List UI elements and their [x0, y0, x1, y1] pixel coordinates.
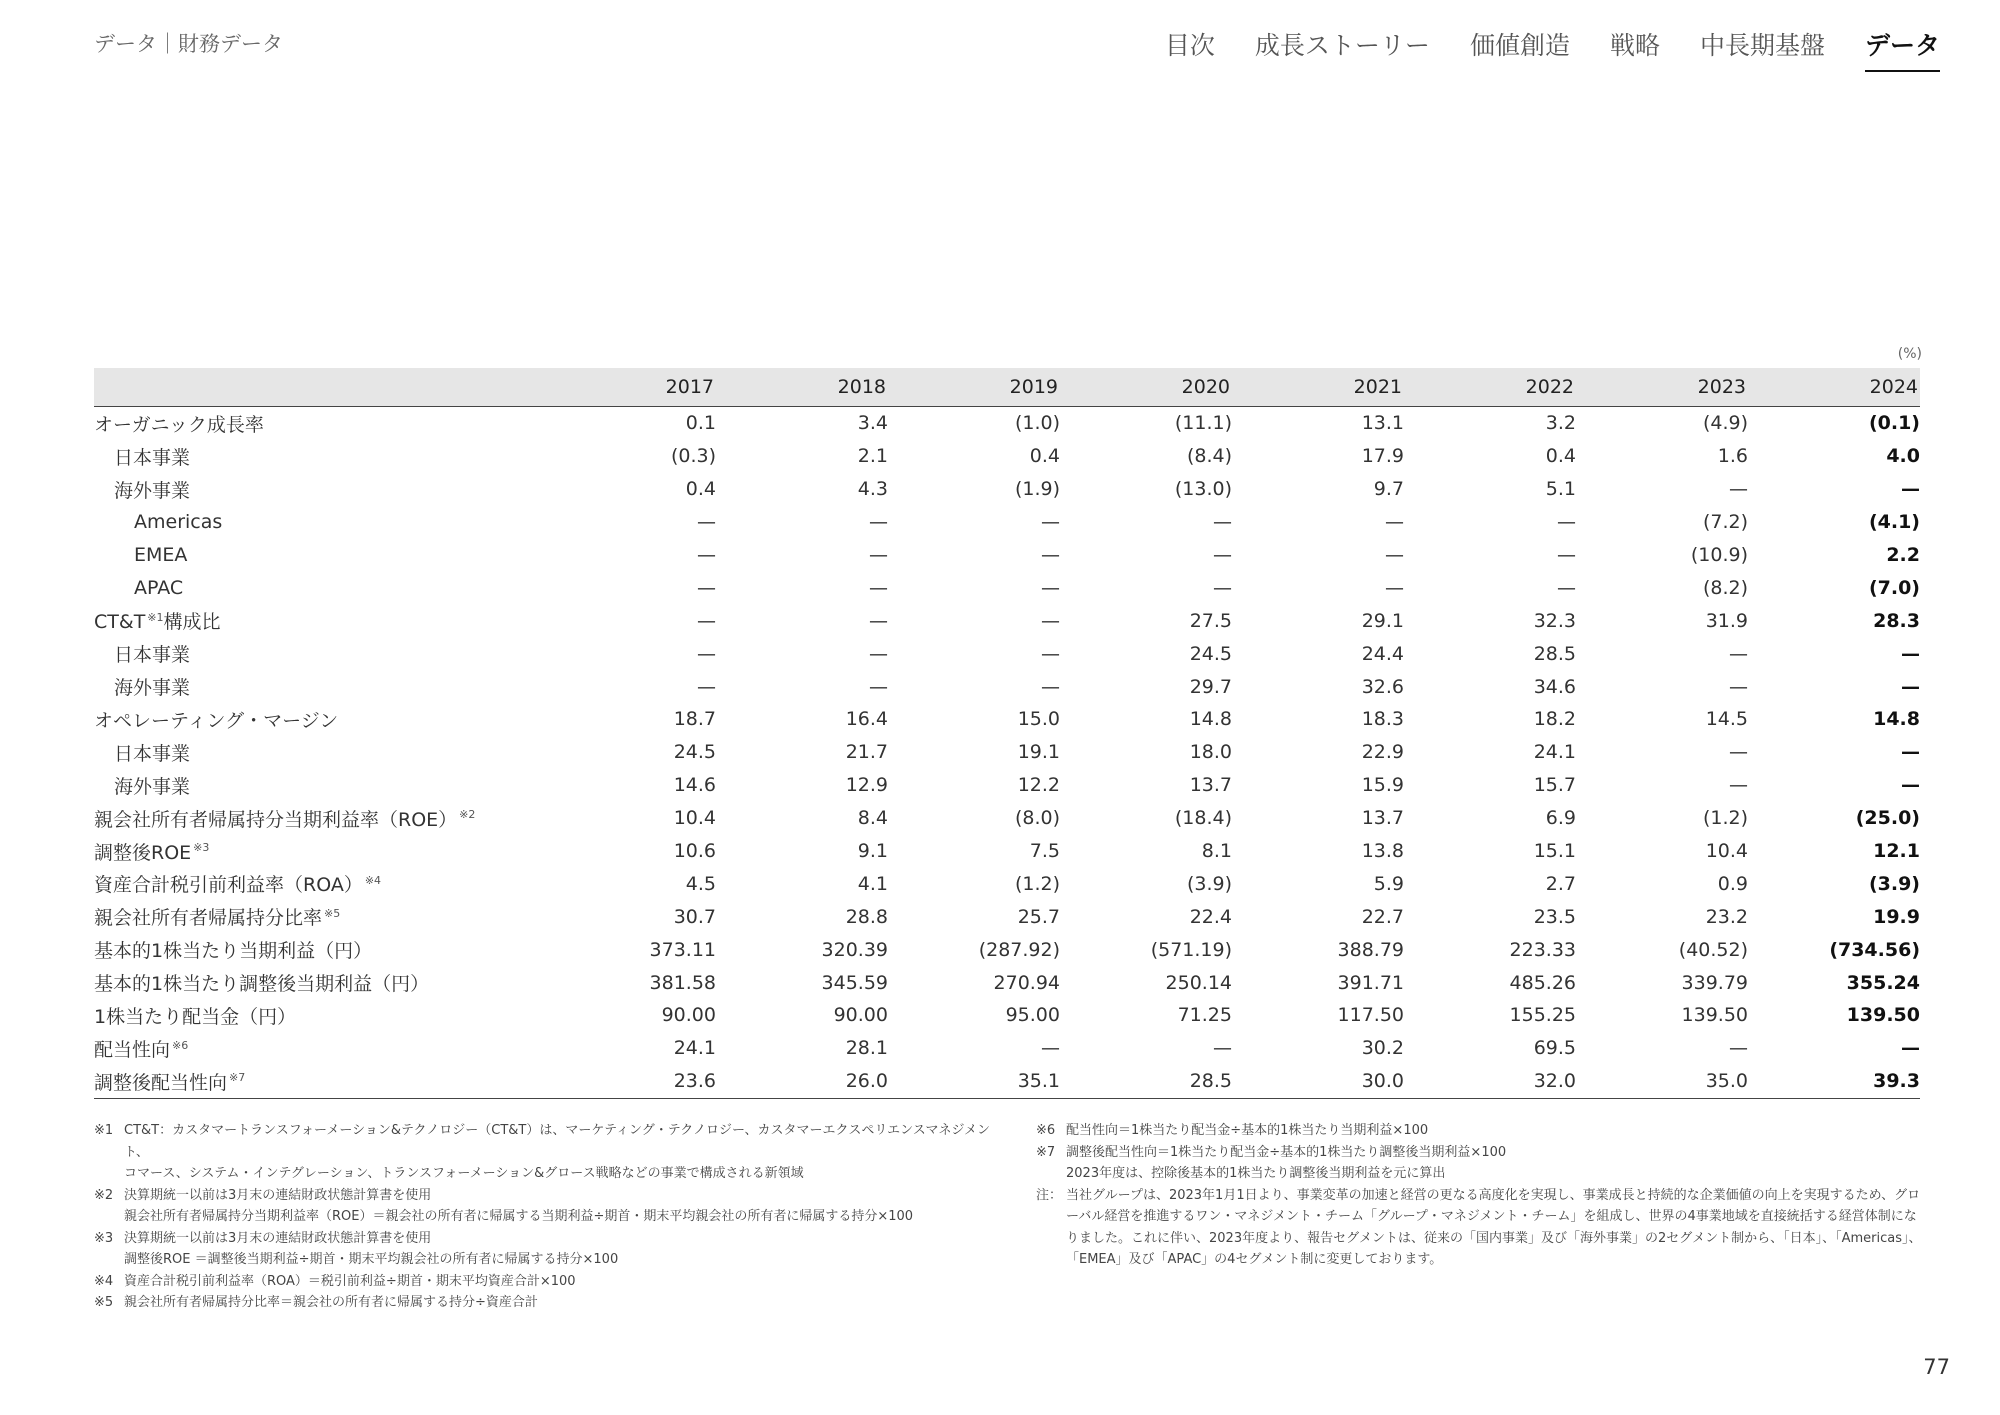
row-label: [94, 440, 544, 473]
table-cell: 24.1: [673, 1037, 716, 1060]
footnote-mark: [1036, 1163, 1066, 1185]
table-row: [94, 670, 1920, 703]
footnote-text: 配当性向＝1株当たり配当金÷基本的1株当たり当期利益×100: [1066, 1123, 1429, 1138]
year-header: 2022: [1404, 368, 1576, 407]
footnote-marker: ※7: [229, 1071, 246, 1085]
table-row: [94, 407, 1920, 440]
table-cell: 9.1: [857, 840, 888, 863]
footnote-text: 調整後ROE ＝調整後当期利益÷期首・期末平均親会社の所有者に帰属する持分×100: [124, 1252, 619, 1267]
table-row: [94, 440, 1920, 473]
table-cell: 355.24: [1846, 971, 1920, 994]
table-cell: —: [697, 642, 716, 665]
financial-data-table: [94, 368, 1920, 1099]
footnotes-left: [94, 1120, 1014, 1314]
table-cell: 29.1: [1361, 609, 1404, 632]
table-cell: (8.0): [1014, 807, 1060, 830]
nav-item-growth-story[interactable]: 成長ストーリー: [1254, 31, 1430, 60]
year-header: 2018: [716, 368, 888, 407]
table-row: [94, 604, 1920, 637]
table-cell: 18.0: [1189, 741, 1232, 764]
row-label-text: 配当性向: [94, 1038, 171, 1061]
footnote: [94, 1120, 1014, 1163]
table-cell: —: [1901, 1037, 1920, 1060]
table-cell: 30.2: [1361, 1037, 1404, 1060]
row-label-text: 海外事業: [114, 775, 191, 798]
footnote: [1036, 1120, 1926, 1142]
table-cell: 155.25: [1509, 1004, 1576, 1027]
table-cell: 12.1: [1873, 840, 1920, 863]
footnote: [94, 1271, 1014, 1293]
table-cell: 24.5: [1189, 642, 1232, 665]
nav-item-data[interactable]: データ: [1865, 26, 1940, 72]
table-cell: (40.52): [1678, 938, 1748, 961]
table-cell: 139.50: [1846, 1004, 1920, 1027]
row-label: [94, 769, 544, 802]
table-cell: 34.6: [1533, 675, 1576, 698]
row-label-text: 日本事業: [114, 446, 191, 469]
table-cell: (1.2): [1014, 872, 1060, 895]
footnote-text: コマース、システム・インテグレーション、トランスフォーメーション&グロース戦略などの事業で構成される新領域: [124, 1166, 804, 1181]
footnote-mark: [94, 1163, 124, 1185]
page-number: 77: [1923, 1355, 1950, 1379]
table-cell: 4.0: [1886, 445, 1920, 468]
table-cell: —: [1901, 642, 1920, 665]
table-cell: 0.4: [1029, 445, 1060, 468]
row-label-text: オーガニック成長率: [94, 413, 264, 436]
table-cell: —: [1213, 576, 1232, 599]
row-label-text: 日本事業: [114, 644, 191, 667]
nav-item-contents[interactable]: 目次: [1164, 31, 1215, 60]
footnote-text: 調整後配当性向＝1株当たり配当金÷基本的1株当たり調整後当期利益×100: [1066, 1144, 1507, 1160]
table-cell: 5.9: [1373, 872, 1404, 895]
table-cell: —: [869, 544, 888, 566]
nav-item-mid-long-term-foundation[interactable]: 中長期基盤: [1699, 31, 1825, 60]
table-cell: 14.5: [1705, 708, 1748, 731]
table-cell: —: [1557, 576, 1576, 599]
table-cell: 32.6: [1361, 675, 1404, 698]
table-cell: 23.2: [1705, 905, 1748, 928]
table-cell: 339.79: [1681, 971, 1748, 994]
table-cell: —: [1557, 511, 1576, 534]
row-label: [94, 999, 544, 1032]
table-cell: —: [869, 576, 888, 599]
table-cell: 19.1: [1017, 741, 1060, 764]
table-cell: —: [1729, 478, 1748, 501]
footnote-text: 決算期統一以前は3月末の連結財政状態計算書を使用: [124, 1187, 432, 1203]
table-cell: 22.9: [1361, 741, 1404, 764]
table-cell: 95.00: [1005, 1004, 1060, 1027]
footnote: [94, 1292, 1014, 1314]
nav-item-value-creation[interactable]: 価値創造: [1469, 31, 1570, 60]
table-row: [94, 966, 1920, 999]
table-row: [94, 637, 1920, 670]
table-cell: —: [1557, 544, 1576, 566]
table-cell: 25.7: [1017, 905, 1060, 928]
row-label: [94, 802, 544, 835]
table-cell: 4.5: [685, 872, 716, 895]
row-label: [94, 571, 544, 604]
table-cell: 391.71: [1337, 971, 1404, 994]
table-cell: 2.2: [1886, 544, 1920, 566]
table-cell: —: [1213, 1037, 1232, 1060]
year-header: 2021: [1232, 368, 1404, 407]
table-cell: 30.7: [673, 905, 716, 928]
table-cell: 28.5: [1060, 1065, 1232, 1098]
table-cell: 16.4: [845, 708, 888, 731]
table-cell: 28.1: [845, 1037, 888, 1060]
table-cell: —: [869, 511, 888, 534]
footnote-mark: ※4: [94, 1273, 114, 1289]
table-cell: 0.4: [685, 478, 716, 501]
table-cell: —: [869, 675, 888, 698]
table-cell: 0.1: [685, 412, 716, 435]
table-cell: 14.8: [1189, 708, 1232, 731]
table-cell: 18.2: [1533, 708, 1576, 731]
table-cell: (1.2): [1702, 807, 1748, 830]
table-cell: —: [1041, 675, 1060, 698]
footnote-mark: ※2: [94, 1187, 114, 1203]
footnote-marker: ※4: [364, 874, 382, 888]
table-cell: 35.0: [1576, 1065, 1748, 1098]
table-cell: (10.9): [1690, 544, 1748, 566]
table-cell: 1.6: [1717, 445, 1748, 468]
table-cell: 10.4: [1705, 840, 1748, 863]
table-row: [94, 506, 1920, 539]
table-cell: 19.9: [1873, 905, 1920, 928]
table-cell: 3.4: [857, 412, 888, 435]
table-cell: 31.9: [1705, 609, 1748, 632]
table-cell: —: [1041, 511, 1060, 534]
table-cell: 21.7: [845, 741, 888, 764]
footnote-marker: ※2: [459, 808, 476, 822]
table-row: [94, 571, 1920, 604]
table-cell: —: [1385, 544, 1404, 566]
table-cell: —: [869, 609, 888, 632]
table-cell: 13.1: [1361, 412, 1404, 435]
footnote-mark: ※3: [94, 1230, 114, 1246]
table-row: [94, 933, 1920, 966]
row-label: [94, 506, 544, 539]
table-cell: 320.39: [821, 938, 888, 961]
row-label: [94, 1065, 544, 1098]
footnote-mark: ※1: [94, 1123, 114, 1138]
table-cell: 90.00: [833, 1004, 888, 1027]
footnote-mark: ※5: [94, 1295, 114, 1310]
year-header: 2017: [544, 368, 716, 407]
table-cell: 388.79: [1337, 938, 1404, 961]
table-cell: (3.9): [1186, 872, 1232, 895]
table-cell: 15.9: [1361, 774, 1404, 797]
table-row: [94, 1065, 1920, 1098]
table-cell: 12.9: [845, 774, 888, 797]
table-cell: (7.2): [1702, 511, 1748, 534]
table-cell: —: [1213, 511, 1232, 534]
footnote: [94, 1163, 1014, 1185]
table-cell: 30.0: [1232, 1065, 1404, 1098]
table-cell: 345.59: [821, 971, 888, 994]
table-cell: (734.56): [1829, 938, 1920, 961]
table-cell: —: [1041, 576, 1060, 599]
table-cell: (25.0): [1855, 807, 1920, 830]
table-cell: 139.50: [1681, 1004, 1748, 1027]
table-cell: 485.26: [1509, 971, 1576, 994]
table-cell: 28.8: [845, 905, 888, 928]
table-cell: —: [1729, 642, 1748, 665]
footnote: [1036, 1163, 1926, 1185]
table-cell: 23.6: [544, 1065, 716, 1098]
table-cell: —: [869, 642, 888, 665]
table-cell: 17.9: [1361, 445, 1404, 468]
table-cell: 0.4: [1545, 445, 1576, 468]
table-cell: 0.9: [1717, 872, 1748, 895]
table-cell: —: [1901, 774, 1920, 797]
row-label-text: 1株当たり配当金（円）: [94, 1005, 297, 1028]
table-cell: 10.4: [673, 807, 716, 830]
table-cell: —: [1729, 774, 1748, 797]
table-cell: 8.4: [857, 807, 888, 830]
table-cell: 18.7: [673, 708, 716, 731]
table-cell: 22.4: [1189, 905, 1232, 928]
year-header: 2019: [888, 368, 1060, 407]
table-cell: 24.4: [1361, 642, 1404, 665]
table-cell: —: [1385, 576, 1404, 599]
year-header: 2020: [1060, 368, 1232, 407]
footnote: [1036, 1185, 1926, 1271]
row-label: [94, 604, 544, 637]
row-label-text: 海外事業: [114, 677, 191, 700]
footnote-marker: ※6: [172, 1038, 189, 1052]
table-cell: 5.1: [1545, 478, 1576, 501]
row-label: [94, 670, 544, 703]
table-cell: (0.1): [1868, 412, 1920, 435]
table-cell: (0.3): [670, 445, 716, 468]
row-label: [94, 539, 544, 572]
footnote-text: 当社グループは、2023年1月1日より、事業変革の加速と経営の更なる高度化を実現し、事業成長と持続的な企業価値の向上を実現するため、グローバル経営を推進するワン・マネジメント・チーム「グループ・マネジメント・チーム」を組成し、世界の4事業地域を直接統括する経営体制になりました。これに伴い、2023年度より、報告セグメントは、従来の「国内事業」及び「海外事業」の2セグメント制から、「日本」、「Americas」、「EMEA」及び「APAC」の4セグメント制に変更しております。: [1066, 1187, 1922, 1267]
table-row: [94, 539, 1920, 572]
footnote-text: 親会社所有者帰属持分比率＝親会社の所有者に帰属する持分÷資産合計: [124, 1295, 538, 1310]
table-cell: 13.7: [1361, 807, 1404, 830]
row-label-text: 調整後配当性向: [94, 1071, 228, 1094]
table-cell: (8.2): [1702, 576, 1748, 599]
table-cell: —: [1041, 642, 1060, 665]
table-cell: 15.1: [1533, 840, 1576, 863]
table-cell: 32.0: [1404, 1065, 1576, 1098]
table-cell: 15.0: [1017, 708, 1060, 731]
row-label: [94, 900, 544, 933]
table-row: [94, 802, 1920, 835]
table-body: [94, 407, 1920, 1099]
table-cell: 27.5: [1189, 609, 1232, 632]
footnote-mark: ※7: [1036, 1144, 1056, 1160]
table-cell: 15.7: [1533, 774, 1576, 797]
row-label-suffix: 構成比: [163, 611, 221, 634]
table-cell: 250.14: [1165, 971, 1232, 994]
row-label-text: 基本的1株当たり調整後当期利益（円）: [94, 973, 430, 996]
table-row: [94, 736, 1920, 769]
footnote: [94, 1206, 1014, 1228]
table-cell: 28.5: [1533, 642, 1576, 665]
table-cell: 373.11: [649, 938, 716, 961]
table-cell: 8.1: [1201, 840, 1232, 863]
row-label: [94, 1032, 544, 1065]
table-cell: 18.3: [1361, 708, 1404, 731]
row-label-text: CT&T: [94, 611, 146, 634]
table-cell: (571.19): [1150, 938, 1232, 961]
row-label-text: 海外事業: [114, 479, 191, 502]
footnote-mark: 注：: [1036, 1187, 1063, 1203]
table-cell: 24.5: [673, 741, 716, 764]
footnote: [1036, 1142, 1926, 1164]
row-label-text: 基本的1株当たり当期利益（円）: [94, 940, 373, 963]
footnote-text: 決算期統一以前は3月末の連結財政状態計算書を使用: [124, 1230, 432, 1246]
row-label: [94, 835, 544, 868]
table-cell: 24.1: [1533, 741, 1576, 764]
table-cell: —: [1041, 609, 1060, 632]
row-label-text: 親会社所有者帰属持分当期利益率（ROE）: [94, 808, 458, 831]
year-header: 2023: [1576, 368, 1748, 407]
table-cell: —: [1729, 741, 1748, 764]
row-label: [94, 867, 544, 900]
table-row: [94, 900, 1920, 933]
footnote-marker: ※3: [193, 841, 210, 855]
table-cell: 22.7: [1361, 905, 1404, 928]
row-label-text: EMEA: [134, 544, 188, 566]
table-cell: (1.9): [1014, 478, 1060, 501]
table-row: [94, 473, 1920, 506]
table-row: [94, 999, 1920, 1032]
row-label-text: 日本事業: [114, 742, 191, 765]
unit-label: (%): [1897, 346, 1922, 362]
table-cell: 3.2: [1545, 412, 1576, 435]
table-cell: 381.58: [649, 971, 716, 994]
row-label: [94, 407, 544, 440]
table-cell: 4.3: [857, 478, 888, 501]
table-cell: —: [697, 576, 716, 599]
footnotes-right: [1036, 1120, 1926, 1271]
table-row: [94, 769, 1920, 802]
header-label-cell: [94, 368, 544, 407]
row-label: [94, 966, 544, 999]
breadcrumb: データ｜財務データ: [94, 32, 283, 56]
table-cell: 71.25: [1177, 1004, 1232, 1027]
table-cell: (13.0): [1174, 478, 1232, 501]
table-cell: 39.3: [1748, 1065, 1920, 1098]
table-cell: —: [1901, 741, 1920, 764]
table-cell: 9.7: [1373, 478, 1404, 501]
table-cell: 32.3: [1533, 609, 1576, 632]
row-label: [94, 703, 544, 736]
row-label-text: オペレーティング・マージン: [94, 709, 339, 732]
table-cell: 6.9: [1545, 807, 1576, 830]
footnote-text: CT&T：カスタマートランスフォーメーション&テクノロジー（CT&T）は、マーケティング・テクノロジー、カスタマーエクスペリエンスマネジメント、: [124, 1123, 991, 1160]
footnote: [94, 1185, 1014, 1207]
footnote-text: 2023年度は、控除後基本的1株当たり調整後当期利益を元に算出: [1066, 1166, 1446, 1181]
table-cell: —: [697, 675, 716, 698]
table-cell: 7.5: [1029, 840, 1060, 863]
footnote: [94, 1249, 1014, 1271]
row-label: [94, 637, 544, 670]
table-cell: —: [1729, 1037, 1748, 1060]
footnote-mark: ※6: [1036, 1123, 1056, 1138]
table-cell: (3.9): [1868, 872, 1920, 895]
table-row: [94, 1032, 1920, 1065]
table-cell: (8.4): [1186, 445, 1232, 468]
table-cell: —: [1041, 1037, 1060, 1060]
table-cell: (4.1): [1868, 511, 1920, 534]
table-cell: 270.94: [993, 971, 1060, 994]
table-cell: —: [697, 609, 716, 632]
table-cell: (4.9): [1702, 412, 1748, 435]
row-label-text: 調整後ROE: [94, 841, 192, 864]
table-cell: 13.7: [1189, 774, 1232, 797]
table-cell: 223.33: [1509, 938, 1576, 961]
table-cell: 10.6: [673, 840, 716, 863]
row-label: [94, 933, 544, 966]
table-cell: (287.92): [978, 938, 1060, 961]
table-cell: —: [697, 511, 716, 534]
table-cell: —: [1901, 675, 1920, 698]
year-header: 2024: [1748, 368, 1920, 407]
table-cell: 29.7: [1189, 675, 1232, 698]
table-cell: 117.50: [1337, 1004, 1404, 1027]
top-nav: [1165, 26, 1940, 72]
table-cell: 4.1: [857, 872, 888, 895]
row-label: [94, 473, 544, 506]
table-cell: —: [1385, 511, 1404, 534]
table-cell: 2.1: [857, 445, 888, 468]
nav-item-strategy[interactable]: 戦略: [1609, 31, 1660, 60]
row-label-text: Americas: [134, 511, 223, 534]
table-cell: 12.2: [1017, 774, 1060, 797]
table-row: [94, 835, 1920, 868]
table-cell: (11.1): [1174, 412, 1232, 435]
table-cell: 69.5: [1533, 1037, 1576, 1060]
table-cell: 23.5: [1533, 905, 1576, 928]
table-header-row: [94, 368, 1920, 407]
row-label-text: APAC: [134, 576, 184, 599]
table-cell: (18.4): [1174, 807, 1232, 830]
row-label-text: 資産合計税引前利益率（ROA）: [94, 874, 363, 897]
table-cell: —: [1901, 478, 1920, 501]
table-cell: 28.3: [1873, 609, 1920, 632]
footnote-mark: [94, 1249, 124, 1271]
table-cell: 13.8: [1361, 840, 1404, 863]
footnote: [94, 1228, 1014, 1250]
table-cell: 14.8: [1873, 708, 1920, 731]
table-row: [94, 867, 1920, 900]
table-cell: 14.6: [673, 774, 716, 797]
row-label-text: 親会社所有者帰属持分比率: [94, 907, 323, 930]
footnote-mark: [94, 1206, 124, 1228]
table-cell: —: [697, 544, 716, 566]
table-row: [94, 703, 1920, 736]
footnote-marker: ※5: [324, 906, 341, 920]
table-cell: —: [1729, 675, 1748, 698]
table-cell: 26.0: [716, 1065, 888, 1098]
table-cell: —: [1041, 544, 1060, 566]
row-label: [94, 736, 544, 769]
table-cell: 35.1: [888, 1065, 1060, 1098]
table-cell: (1.0): [1014, 412, 1060, 435]
footnote-marker: ※1: [147, 610, 164, 624]
table-cell: 90.00: [661, 1004, 716, 1027]
table-cell: 2.7: [1545, 872, 1576, 895]
table-cell: (7.0): [1868, 576, 1920, 599]
footnote-text: 親会社所有者帰属持分当期利益率（ROE）＝親会社の所有者に帰属する当期利益÷期首・期末平均親会社の所有者に帰属する持分×100: [124, 1209, 914, 1224]
table-cell: —: [1213, 544, 1232, 566]
footnote-text: 資産合計税引前利益率（ROA）＝税引前利益÷期首・期末平均資産合計×100: [124, 1273, 576, 1289]
